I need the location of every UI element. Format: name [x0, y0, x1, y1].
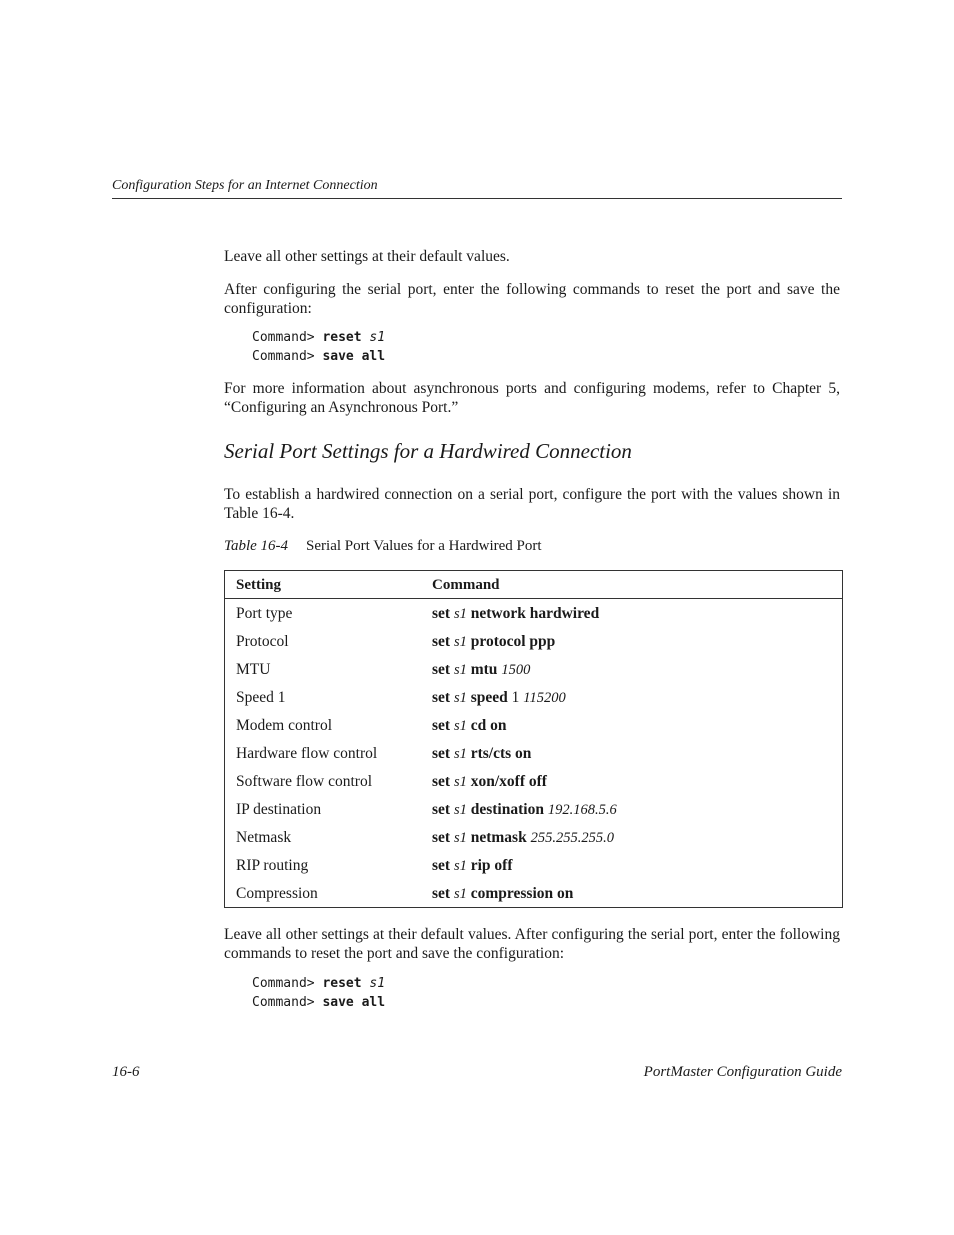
command-keyword: rip off — [470, 857, 513, 874]
command-set: set — [432, 717, 451, 734]
intro-paragraph-2: After configuring the serial port, enter the following commands to reset the port and save the configuration: — [224, 281, 840, 317]
command-keyword: compression on — [470, 885, 574, 902]
code-prompt: Command> — [252, 995, 315, 1010]
header-rule — [112, 198, 842, 199]
command-value: 255.255.255.0 — [530, 830, 614, 846]
table-cell-setting: Modem control — [236, 717, 332, 734]
table-cell-setting: IP destination — [236, 801, 322, 818]
section-heading: Serial Port Settings for a Hardwired Connection — [224, 439, 632, 463]
table-cell-command — [432, 857, 513, 875]
code-block-2 — [252, 974, 385, 1012]
command-value: 192.168.5.6 — [547, 802, 617, 818]
command-port: s1 — [453, 830, 467, 846]
table-cell-command — [432, 633, 555, 651]
command-set: set — [432, 885, 451, 902]
section-paragraph: To establish a hardwired connection on a serial port, configure the port with the values shown in Table 16-4. — [224, 486, 840, 522]
code-argument: s1 — [369, 330, 386, 345]
command-keyword: network hardwired — [470, 605, 600, 622]
command-port: s1 — [453, 606, 467, 622]
command-mid: 1 — [511, 689, 520, 706]
command-keyword: speed — [470, 689, 508, 706]
table-cell-setting: MTU — [236, 661, 271, 678]
table-cell-command — [432, 801, 617, 819]
code-prompt: Command> — [252, 330, 315, 345]
table-cell-setting: Port type — [236, 605, 293, 622]
table-cell-command — [432, 689, 566, 707]
table-row — [225, 852, 842, 880]
command-port: s1 — [453, 858, 467, 874]
table-cell-setting: RIP routing — [236, 857, 309, 874]
command-set: set — [432, 661, 451, 678]
table-header-row — [225, 571, 842, 599]
command-set: set — [432, 689, 451, 706]
table-cell-command — [432, 829, 614, 847]
command-keyword: rts/cts on — [470, 745, 532, 762]
table-row — [225, 824, 842, 852]
table-cell-command — [432, 661, 530, 679]
table-cell-setting: Compression — [236, 885, 318, 902]
command-port: s1 — [453, 774, 467, 790]
table-row — [225, 628, 842, 656]
code-prompt: Command> — [252, 976, 315, 991]
settings-table — [224, 570, 843, 908]
table-cell-setting: Software flow control — [236, 773, 373, 790]
code-line — [252, 328, 385, 347]
table-cell-command — [432, 605, 599, 623]
table-cell-setting: Hardware flow control — [236, 745, 378, 762]
table-cell-setting: Speed 1 — [236, 689, 286, 706]
table-cell-setting: Protocol — [236, 633, 289, 650]
code-block-1 — [252, 328, 385, 366]
page-number: 16-6 — [112, 1064, 140, 1080]
table-cell-command — [432, 717, 506, 735]
command-keyword: xon/xoff off — [470, 773, 547, 790]
table-row — [225, 656, 842, 684]
intro-paragraph-3: For more information about asynchronous ports and configuring modems, refer to Chapter 5, “Configuring an Asynchronous Port.” — [224, 380, 840, 416]
code-argument: s1 — [369, 976, 386, 991]
table-row — [225, 768, 842, 796]
table-cell-command — [432, 745, 531, 763]
table-caption — [224, 538, 542, 555]
table-row — [225, 796, 842, 824]
command-keyword: mtu — [470, 661, 498, 678]
command-port: s1 — [453, 662, 467, 678]
table-cell-setting: Netmask — [236, 829, 292, 846]
outro-paragraph: Leave all other settings at their default values. After configuring the serial port, enter the following commands to reset the port and save the configuration: — [224, 926, 840, 962]
code-command: save all — [322, 349, 386, 364]
command-set: set — [432, 857, 451, 874]
table-row — [225, 880, 842, 908]
command-keyword: protocol ppp — [470, 633, 556, 650]
table-row — [225, 712, 842, 740]
command-keyword: destination — [470, 801, 544, 818]
table-row — [225, 740, 842, 768]
command-port: s1 — [453, 746, 467, 762]
table-header-command: Command — [432, 577, 500, 593]
command-set: set — [432, 745, 451, 762]
command-set: set — [432, 605, 451, 622]
command-port: s1 — [453, 802, 467, 818]
command-port: s1 — [453, 718, 467, 734]
table-row — [225, 600, 842, 628]
code-prompt: Command> — [252, 349, 315, 364]
code-line — [252, 974, 385, 993]
intro-paragraph-1: Leave all other settings at their default values. — [224, 248, 510, 265]
command-port: s1 — [453, 690, 467, 706]
command-port: s1 — [453, 886, 467, 902]
table-caption-number: Table 16-4 — [224, 538, 289, 554]
command-value: 1500 — [501, 662, 531, 678]
command-port: s1 — [453, 634, 467, 650]
table-caption-title: Serial Port Values for a Hardwired Port — [306, 538, 542, 554]
command-value: 115200 — [523, 690, 566, 706]
table-cell-command — [432, 885, 573, 903]
command-set: set — [432, 773, 451, 790]
command-set: set — [432, 801, 451, 818]
command-set: set — [432, 633, 451, 650]
code-command: reset — [322, 330, 362, 345]
running-header: Configuration Steps for an Internet Connection — [112, 178, 378, 193]
command-keyword: netmask — [470, 829, 527, 846]
code-command: reset — [322, 976, 362, 991]
code-line — [252, 347, 385, 366]
command-set: set — [432, 829, 451, 846]
table-cell-command — [432, 773, 547, 791]
table-row — [225, 684, 842, 712]
code-command: save all — [322, 995, 386, 1010]
table-header-setting: Setting — [236, 577, 281, 593]
book-title: PortMaster Configuration Guide — [643, 1064, 842, 1080]
code-line — [252, 993, 385, 1012]
command-keyword: cd on — [470, 717, 507, 734]
